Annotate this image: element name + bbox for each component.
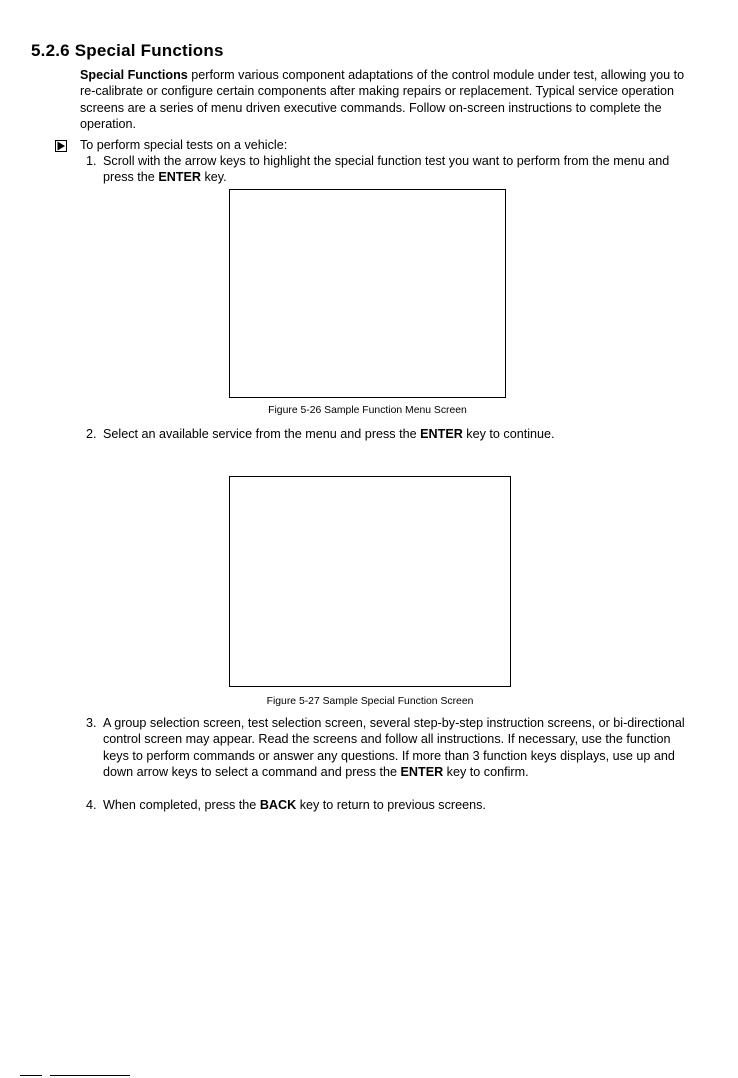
section-heading [31,41,224,61]
figure-5-26-screen [229,189,506,398]
step-number: 3. [86,716,97,730]
step-number: 4. [86,798,97,812]
step-2 [86,426,696,442]
step-text: Scroll with the arrow keys to highlight the special function test you want to perform from the menu and press the ENTER key. [103,154,670,185]
procedure-label: To perform special tests on a vehicle: [80,138,288,152]
step-number: 2. [86,427,97,441]
section-number: 5.2.6 [31,41,70,60]
footer-rule-left [20,1075,42,1076]
figure-5-26-caption: Figure 5-26 Sample Function Menu Screen [268,405,467,416]
intro-paragraph [80,67,695,133]
intro-bold-lead: Special Functions [80,68,188,82]
step-3 [86,715,696,781]
footer-rule-main [50,1075,130,1076]
step-number: 1. [86,154,97,168]
step-text: When completed, press the BACK key to return to previous screens. [103,798,486,812]
figure-5-27-screen [229,476,511,687]
step-text: Select an available service from the menu and press the ENTER key to continue. [103,427,555,441]
step-text: A group selection screen, test selection screen, several step-by-step instruction screens, or bi-directional control screen may appear. Read the screens and follow all instructions. If necessary, use the function keys to perform commands or answer any questions. If more than 3 function keys displays, use up and down arrow keys to select a command and press the ENTER key to confirm. [103,716,685,780]
step-1 [86,153,696,186]
intro-text: perform various component adaptations of the control module under test, allowing you to re-calibrate or configure certain components after making repairs or replacement. Typical service operation screens are a series of menu driven executive commands. Follow on-screen instructions to complete the operation. [80,68,685,132]
step-4 [86,797,696,813]
figure-5-27-caption: Figure 5-27 Sample Special Function Screen [266,696,474,707]
section-title: Special Functions [74,41,224,60]
play-arrow-icon [55,140,67,152]
